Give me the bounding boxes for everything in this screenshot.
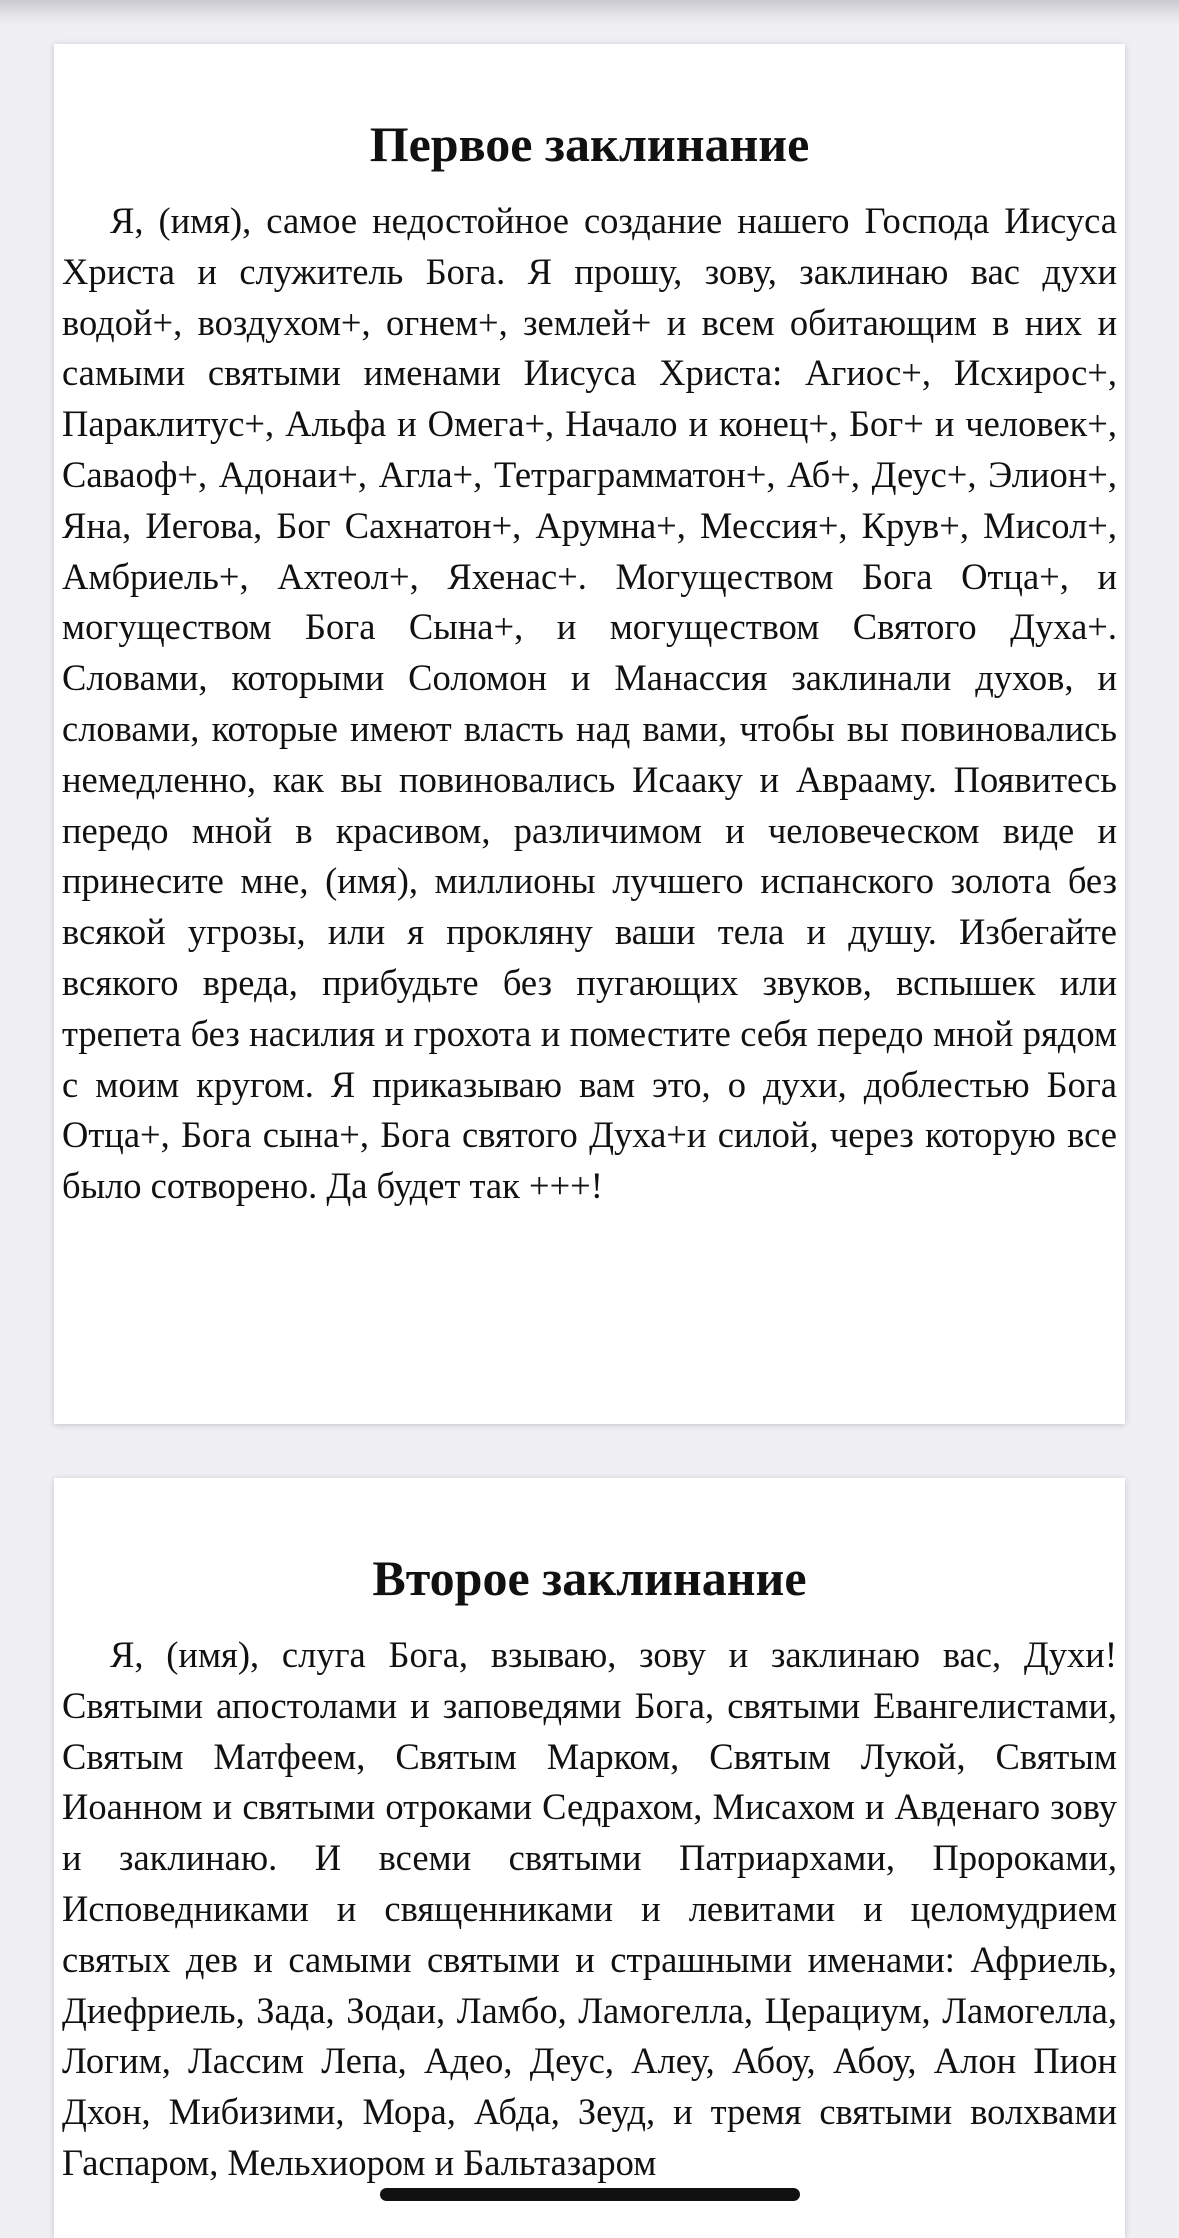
home-indicator[interactable] bbox=[380, 2188, 800, 2201]
page-body-text: Я, (имя), слуга Бога, взываю, зову и заклинаю вас, Духи! Святыми апостолами и заповедями Бога, святыми Евангелистами, Святым Матфеем, Святым Марком, Святым Лукой, Святым Иоанном и святыми отроками Седрахом, Мисахом и Авденаго зову и заклинаю. И всеми святыми Патриархами, Пророками, Исповедниками и священниками и левитами и целомудрием святых дев и самыми святыми и страшными именами: Африель, Диефриель, Зада, Зодаи, Ламбо, Ламогелла, Церациум, Ламогелла, Логим, Лассим Лепа, Адео, Деус, Алеу, Абоу, Абоу, Алон Пион Дхон, Мибизими, Мора, Абда, Зеуд, и тремя святыми волхвами Гаспаром, Мельхиором и Бальтазаром bbox=[62, 1634, 1117, 2183]
page-title: Первое заклинание bbox=[369, 116, 810, 172]
page-title: Второе заклинание bbox=[372, 1550, 807, 1606]
page-body-text: Я, (имя), самое недостойное создание нашего Господа Иисуса Христа и служитель Бога. Я прошу, зову, заклинаю вас духи водой+, воздухом+, огнем+, землей+ и всем обитающим в них и самыми святыми именами Иисуса Христа: Агиос+, Исхирос+, Параклитус+, Альфа и Омега+, Начало и конец+, Бог+ и человек+, Саваоф+, Адонаи+, Агла+, Тетраграмматон+, Аб+, Деус+, Элион+, Яна, Иегова, Бог Сахнатон+, Арумна+, Мессия+, Крув+, Мисол+, Амбриель+, Ахтеол+, Яхенас+. Могуществом Бога Отца+, и могуществом Бога Сына+, и могуществом Святого Духа+. Словами, которыми Соломон и Манассия заклинали духов, и словами, которые имеют власть над вами, чтобы вы повиновались немедленно, как вы повиновались Исааку и Аврааму. Появитесь передо мной в красивом, различимом и человеческом виде и принесите мне, (имя), миллионы лучшего испанского золота без всякой угрозы, или я прокляну ваши тела и душу. Избегайте всякого вреда, прибудьте без пугающих звуков, вспышек или трепета без насилия и грохота и поместите себя передо мной рядом с моим кругом. Я приказываю вам это, о духи, доблестью Бога Отца+, Бога сына+, Бога святого Духа+и силой, через которую все было сотворено. Да будет так +++! bbox=[62, 200, 1117, 1207]
document-page-1[interactable] bbox=[54, 44, 1125, 1424]
document-page-2[interactable] bbox=[54, 1478, 1125, 2238]
top-bar-shadow bbox=[0, 0, 1179, 26]
